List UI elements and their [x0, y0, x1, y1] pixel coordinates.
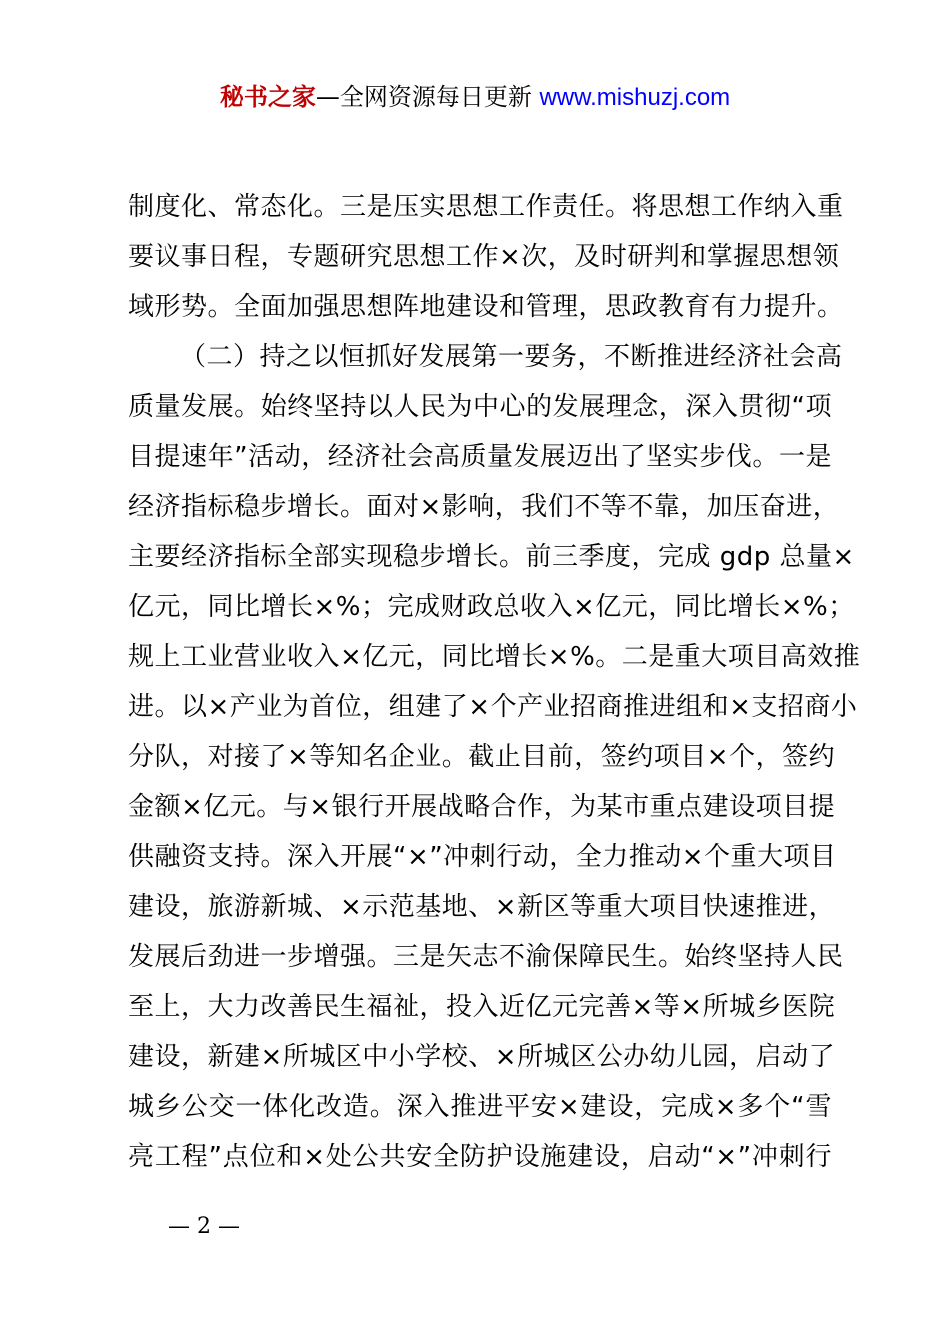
text-line: 建设，旅游新城、×示范基地、×新区等重大项目快速推进， — [128, 892, 836, 922]
text-line: 制度化、常态化。三是压实思想工作责任。将思想工作纳入重 — [128, 192, 844, 222]
text-line: 域形势。全面加强思想阵地建设和管理，思政教育有力提升。 — [128, 292, 844, 322]
text-line: 要议事日程，专题研究思想工作×次，及时研判和掌握思想领 — [128, 242, 840, 272]
text-line: 规上工业营业收入×亿元，同比增长×%。二是重大项目高效推 — [128, 642, 861, 672]
text-line: 主要经济指标全部实现稳步增长。前三季度，完成 gdp 总量× — [128, 542, 855, 572]
brand-name: 秘书之家 — [219, 83, 316, 111]
page-number: — 2 — — [168, 1214, 240, 1239]
document-body — [128, 182, 861, 1182]
text-line: 亿元，同比增长×%；完成财政总收入×亿元，同比增长×%； — [128, 592, 855, 622]
text-line: 金额×亿元。与×银行开展战略合作，为某市重点建设项目提 — [128, 792, 836, 822]
text-line: 经济指标稳步增长。面对×影响，我们不等不靠，加压奋进， — [128, 492, 840, 522]
text-line: 供融资支持。深入开展“×”冲刺行动，全力推动×个重大项目 — [128, 842, 837, 872]
text-line: 质量发展。始终坚持以人民为中心的发展理念，深入贯彻“项 — [128, 392, 832, 422]
text-line: 建设，新建×所城区中小学校、×所城区公办幼儿园，启动了 — [128, 1042, 836, 1072]
text-line: 分队，对接了×等知名企业。截止目前，签约项目×个，签约 — [128, 742, 836, 772]
section-heading-line: （二）持之以恒抓好发展第一要务，不断推进经济社会高 — [180, 342, 843, 372]
text-line: 进。以×产业为首位，组建了×个产业招商推进组和×支招商小 — [128, 692, 858, 722]
text-line: 发展后劲进一步增强。三是矢志不渝保障民生。始终坚持人民 — [128, 942, 844, 972]
header-tagline: —全网资源每日更新 — [315, 83, 540, 111]
site-watermark-header — [0, 80, 950, 115]
text-line: 城乡公交一体化改造。深入推进平安×建设，完成×多个“雪 — [128, 1092, 832, 1122]
text-line: 至上，大力改善民生福祉，投入近亿元完善×等×所城乡医院 — [128, 992, 836, 1022]
text-line: 目提速年”活动，经济社会高质量发展迈出了坚实步伐。一是 — [128, 442, 832, 472]
site-url: www.mishuzj.com — [539, 84, 731, 111]
text-line: 亮工程”点位和×处公共安全防护设施建设，启动“×”冲刺行 — [128, 1142, 832, 1172]
